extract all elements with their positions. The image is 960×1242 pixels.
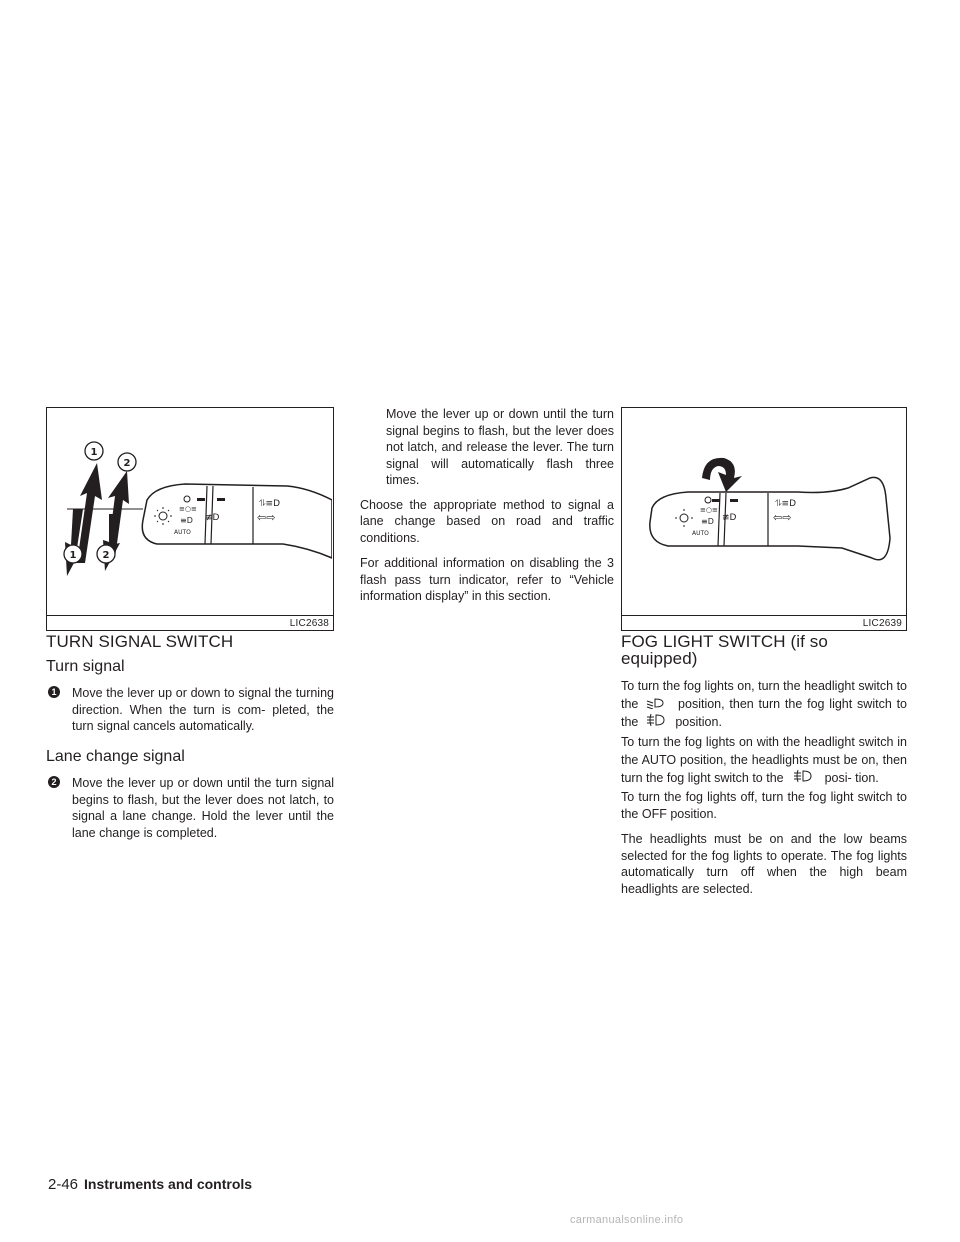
section-heading: FOG LIGHT SWITCH (if so equipped) — [621, 632, 828, 668]
svg-text:⇦⇨: ⇦⇨ — [773, 511, 792, 524]
svg-text:≢D: ≢D — [205, 513, 220, 523]
rotate-arrow-icon — [702, 458, 742, 492]
auto-label: AUTO — [174, 529, 191, 536]
subheading-turn-signal: Turn signal — [46, 657, 125, 675]
svg-text:⥮≡D: ⥮≡D — [775, 499, 797, 509]
callout-2-up: 2 — [123, 458, 131, 469]
paragraph: To turn the fog lights off, turn the fog light switch to the OFF position. — [621, 790, 907, 821]
low-beam-icon — [643, 697, 673, 709]
fog-light-section — [621, 634, 907, 897]
page-number: 2-46 — [48, 1176, 79, 1193]
svg-text:≡○≡: ≡○≡ — [179, 505, 197, 513]
figure-code: LIC2638 — [289, 618, 329, 629]
callout-1-down: 1 — [69, 550, 77, 561]
svg-text:≡○≡: ≡○≡ — [700, 506, 718, 514]
paragraph: The headlights must be on and the low beams selected for the fog lights to operate. The fog lights automatically turn off when the high beam headlights are selected. — [621, 832, 907, 896]
section-heading: TURN SIGNAL SWITCH — [46, 632, 234, 651]
list-item: Move the lever up or down until the turn signal begins to flash, but the lever does not latch, and release the lever. The turn signal will automatically flash three times. — [386, 407, 614, 487]
subheading-lane-change: Lane change signal — [46, 747, 185, 765]
figure-turn-signal — [46, 407, 334, 631]
fog-light-icon — [642, 713, 672, 727]
paragraph: To turn the fog lights on, turn the headlight switch to the position, then turn the fog light switch to the position. — [621, 679, 908, 729]
figure-fog-light — [621, 407, 907, 631]
list-item: 2 Move the lever up or down until the turn signal begins to flash, but the lever does not latch, to signal a lane change. Hold the lever until the lane change is completed. — [46, 775, 334, 841]
figure-code: LIC2639 — [862, 618, 902, 629]
page-footer — [48, 1176, 252, 1193]
section-name: Instruments and controls — [84, 1176, 253, 1192]
watermark: carmanualsonline.info — [570, 1214, 684, 1226]
turn-signal-lever-illustration — [47, 408, 332, 629]
list-item: 1 Move the lever up or down to signal the turning direction. When the turn is com- pleted, the turn signal cancels automatically. — [46, 685, 334, 735]
svg-text:⥮≡D: ⥮≡D — [259, 499, 281, 509]
fog-light-icon — [787, 769, 821, 783]
paragraph: For additional information on disabling the 3 flash pass turn indicator, refer to “Vehicle information display” in this section. — [360, 556, 614, 603]
fog-light-lever-illustration — [622, 408, 905, 629]
svg-text:≢D: ≢D — [722, 513, 737, 523]
auto-label: AUTO — [692, 530, 709, 537]
callout-1-up: 1 — [90, 447, 98, 458]
number-badge: 1 — [48, 686, 60, 698]
paragraph: Choose the appropriate method to signal a lane change based on road and traffic conditions. — [360, 497, 614, 545]
paragraph: To turn the fog lights on with the headlight switch in the AUTO position, the headlights must be on, then turn the fog light switch to the posi- tion. — [621, 735, 907, 785]
svg-text:≡D: ≡D — [180, 516, 193, 525]
svg-text:≡D: ≡D — [701, 517, 714, 526]
number-badge: 2 — [48, 776, 60, 788]
callout-2-down: 2 — [102, 550, 110, 561]
lane-change-continued — [360, 406, 614, 605]
svg-text:⇦⇨: ⇦⇨ — [257, 511, 276, 524]
turn-signal-section — [46, 634, 334, 841]
